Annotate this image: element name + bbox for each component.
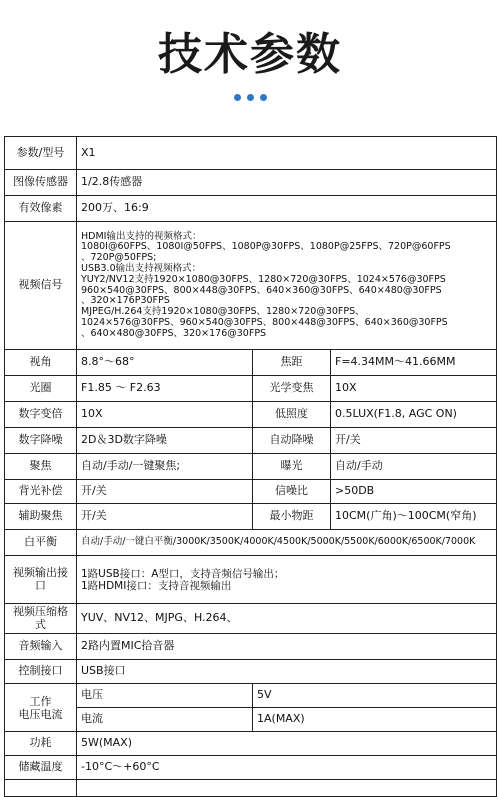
- spec-table: [4, 136, 497, 797]
- row-label: 曝光: [253, 454, 331, 480]
- table-row: [5, 732, 497, 756]
- row-value: 8.8°～68°: [77, 350, 253, 376]
- row-label: 有效像素: [5, 196, 77, 222]
- row-value: F=4.34MM～41.66MM: [331, 350, 497, 376]
- dot-icon: [247, 94, 254, 101]
- row-value: 1/2.8传感器: [77, 170, 497, 196]
- row-label: 光学变焦: [253, 376, 331, 402]
- row-label: 视频信号: [5, 222, 77, 350]
- row-value: 开/关: [77, 480, 253, 504]
- row-label: 控制接口: [5, 660, 77, 684]
- row-value: 2路内置MIC拾音器: [77, 634, 497, 660]
- table-row: [5, 137, 497, 170]
- row-value: 10CM(广角)～100CM(窄角): [331, 504, 497, 530]
- row-value: [77, 780, 497, 797]
- table-row: [5, 402, 497, 428]
- row-value: 10X: [77, 402, 253, 428]
- row-label: 视角: [5, 350, 77, 376]
- table-row: [5, 480, 497, 504]
- title-dots-decoration: [0, 86, 500, 105]
- table-row: [5, 350, 497, 376]
- table-row: [5, 634, 497, 660]
- row-label: 聚焦: [5, 454, 77, 480]
- row-value: USB接口: [77, 660, 497, 684]
- row-label: 功耗: [5, 732, 77, 756]
- table-row: [5, 504, 497, 530]
- row-value: 自动/手动: [331, 454, 497, 480]
- row-label: 最小物距: [253, 504, 331, 530]
- row-value: -10°C～+60°C: [77, 756, 497, 780]
- table-row: [5, 556, 497, 604]
- row-label: 图像传感器: [5, 170, 77, 196]
- row-label: 焦距: [253, 350, 331, 376]
- row-label: 光圈: [5, 376, 77, 402]
- table-row: [5, 604, 497, 634]
- row-label: 数字变倍: [5, 402, 77, 428]
- table-row: [5, 222, 497, 350]
- row-sublabel: 电流: [77, 708, 253, 732]
- row-value: HDMI输出支持的视频格式： 1080I@60FPS、1080I@50FPS、1080P@30FPS、1080P@25FPS、720P@60FPS 、720P@50FPS; USB3.0输出支持视频格式： YUY2/NV12支持1920×1080@30FPS、1280×720@30FPS、1024×576@30FPS 960×540@30FPS、800×448@30FPS、640×360@30FPS、640×480@30FPS 、320×176P30FPS MJPEG/H.264支持1920×1080@30FPS、1280×720@30FPS、 1024×576@30FPS、960×540@30FPS、800×448@30FPS、640×360@30FPS 、640×480@30FPS、320×176@30FPS: [77, 222, 497, 350]
- table-row: [5, 428, 497, 454]
- row-label: 视频输出接口: [5, 556, 77, 604]
- row-value: 0.5LUX(F1.8, AGC ON): [331, 402, 497, 428]
- row-label: 低照度: [253, 402, 331, 428]
- dot-icon: [234, 94, 241, 101]
- table-row: [5, 530, 497, 556]
- row-value: 自动/手动/一键白平衡/3000K/3500K/4000K/4500K/5000K/5500K/6000K/6500K/7000K: [77, 530, 497, 556]
- row-label: 自动降噪: [253, 428, 331, 454]
- table-row: [5, 376, 497, 402]
- row-label: 背光补偿: [5, 480, 77, 504]
- row-value: 开/关: [331, 428, 497, 454]
- row-label: 工作 电压电流: [5, 684, 77, 732]
- table-row: [5, 196, 497, 222]
- row-value: F1.85 ～ F2.63: [77, 376, 253, 402]
- row-label: 辅助聚焦: [5, 504, 77, 530]
- row-value: >50DB: [331, 480, 497, 504]
- row-value: 1路USB接口：A型口，支持音频信号输出； 1路HDMI接口：支持音视频输出: [77, 556, 497, 604]
- row-label: 参数/型号: [5, 137, 77, 170]
- table-row: [5, 170, 497, 196]
- row-value: X1: [77, 137, 497, 170]
- row-value: 5V: [253, 684, 497, 708]
- row-value: 开/关: [77, 504, 253, 530]
- row-label: [5, 780, 77, 797]
- dot-icon: [260, 94, 267, 101]
- table-row: [5, 780, 497, 797]
- table-row: [5, 454, 497, 480]
- row-value: 200万、16:9: [77, 196, 497, 222]
- row-value: 10X: [331, 376, 497, 402]
- row-sublabel: 电压: [77, 684, 253, 708]
- row-value: 自动/手动/一键聚焦;: [77, 454, 253, 480]
- page-title: 技术参数: [158, 29, 342, 80]
- row-label: 视频压缩格式: [5, 604, 77, 634]
- row-label: 储藏温度: [5, 756, 77, 780]
- table-row: [5, 684, 497, 708]
- row-value: YUV、NV12、MJPG、H.264、: [77, 604, 497, 634]
- row-value: 5W(MAX): [77, 732, 497, 756]
- row-value: 2D＆3D数字降噪: [77, 428, 253, 454]
- table-row: [5, 660, 497, 684]
- table-row: [5, 708, 497, 732]
- row-label: 白平衡: [5, 530, 77, 556]
- row-value: 1A(MAX): [253, 708, 497, 732]
- row-label: 信噪比: [253, 480, 331, 504]
- row-label: 数字降噪: [5, 428, 77, 454]
- row-label: 音频输入: [5, 634, 77, 660]
